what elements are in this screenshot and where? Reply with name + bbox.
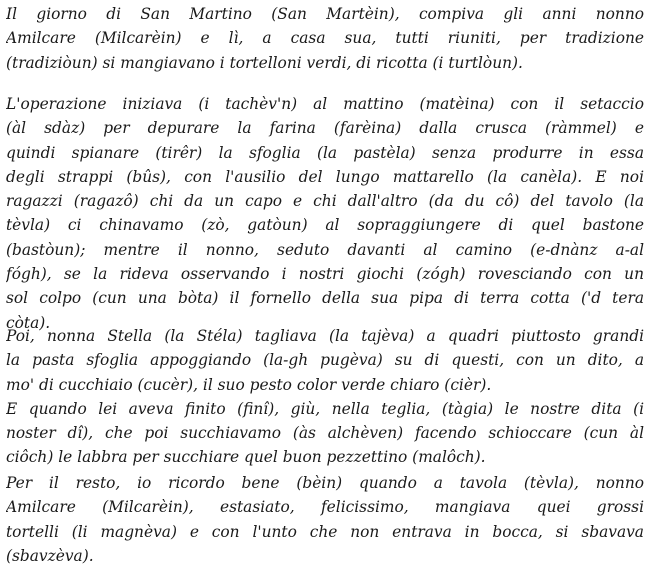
text-line: Il giorno di San Martino (San Martèin), compiva gli anni nonno [6,5,644,23]
text-line: la pasta sfoglia appoggiando (la-gh pugèva) su di questi, con un dito, a [6,351,644,370]
text-line: E quando lei aveva finito (finî), giù, nella teglia, (tàgia) le nostre dita (i [6,399,644,418]
text-line: ragazzi (ragazô) chi da un capo e chi dall'altro (da du cô) del tavolo (la [6,192,644,211]
paragraph-nonna-stella [6,324,644,470]
text-line: còta). [6,313,51,332]
text-line: (bastòun); mentre il nonno, seduto davanti al camino (e-dnànz a-al [6,240,644,259]
text-line: tortelli (li magnèva) e con l'unto che non entrava in bocca, si sbavava [6,522,644,541]
text-line: fógh), se la rideva osservando i nostri giochi (zógh) rovesciando con un [6,265,644,284]
text-line: L'operazione iniziava (i tachèv'n) al mattino (matèina) con il setaccio [6,95,644,113]
text-line: noster dî), che poi succhiavamo (às alchèven) facendo schioccare (cun àl [6,424,644,443]
text-line: (tradiziòun) si mangiavano i tortelloni verdi, di ricotta (i turtlòun). [6,53,523,72]
text-line: (sbavzèva). [6,546,94,565]
text-line: Per il resto, io ricordo bene (bèin) quando a tavola (tèvla), nonno [6,474,644,492]
text-line: sol colpo (cun una bòta) il fornello della sua pipa di terra cotta ('d tera [6,289,644,308]
text-line: Amilcare (Milcarèin), estasiato, felicissimo, mangiava quei grossi [6,498,644,517]
text-line: Poi, nonna Stella (la Stéla) tagliava (la tajèva) a quadri piuttosto grandi [6,327,644,345]
paragraph-per-il-resto [6,471,644,568]
text-line: (àl sdàz) per depurare la farina (farèina) dalla crusca (ràmmel) e [6,119,644,138]
text-line: mo' di cucchiaio (cucèr), il suo pesto color verde chiaro (cièr). [6,375,492,394]
text-line: tèvla) ci chinavamo (zò, gatòun) al sopraggiungere di quel bastone [6,216,644,235]
text-line: quindi spianare (tirêr) la sfoglia (la pastèla) senza produrre in essa [6,143,644,162]
paragraph-san-martino [6,2,644,75]
paragraph-operazione [6,92,644,335]
text-line: ciôch) le labbra per succhiare quel buon pezzettino (malôch). [6,448,486,467]
text-line: degli strappi (bûs), con l'ausilio del lungo mattarello (la canèla). E noi [6,167,644,186]
text-line: Amilcare (Milcarèin) e lì, a casa sua, tutti riuniti, per tradizione [6,29,644,48]
